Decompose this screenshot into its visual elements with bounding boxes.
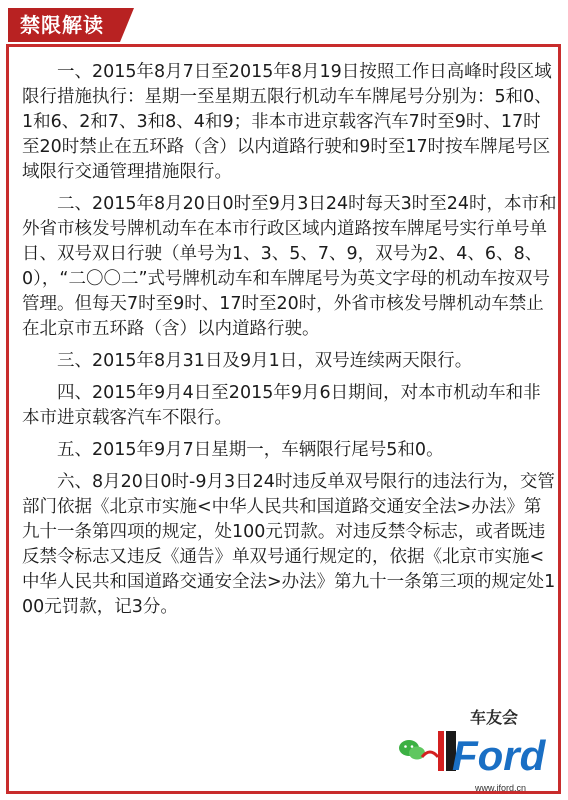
paragraph-2: 二、2015年8月20日0时至9月3日24时每天3时至24时，本市和外省市核发号牌机动车在本市行政区域内道路按车牌尾号实行单号单日、双号双日行驶（单号为1、3、5、7、9，双号为2、4、6、8、0），“二〇〇二”式号牌机动车和车牌尾号为英文字母的机动车按双号管理。但每天7时至9时、17时至20时，外省市核发号牌机动车禁止在北京市五环路（含）以内道路行驶。: [22, 194, 557, 339]
paragraph-6: 六、8月20日0时-9月3日24时违反单双号限行的违法行为，交管部门依据《北京市实施<中华人民共和国道路交通安全法>办法》第九十一条第四项的规定，处100元罚款。对违反禁令标志，或者既违反禁令标志又违反《通告》单双号通行规定的，依据《北京市实施<中华人民共和国道路交通安全法>办法》第九十一条第三项的规定处100元罚款，记3分。: [22, 472, 556, 617]
paragraph-1: 一、2015年8月7日至2015年8月19日按照工作日高峰时段区域限行措施执行：星期一至星期五限行机动车车牌尾号分别为：5和0、1和6、2和7、3和8、4和9；非本市进京载客汽车7时至9时、17时至20时禁止在五环路（含）以内道路行驶和9时至17时按车牌尾号区域限行交通管理措施限行。: [22, 62, 552, 182]
section-title: 禁限解读: [20, 13, 104, 37]
ford-logo: [418, 723, 558, 779]
paragraph-5: 五、2015年9月7日星期一，车辆限行尾号5和0。: [57, 440, 444, 460]
paragraph-3: 三、2015年8月31日及9月1日，双号连续两天限行。: [57, 351, 473, 371]
svg-text:Ford: Ford: [452, 732, 546, 779]
paragraph-4: 四、2015年9月4日至2015年9月6日期间，对本市机动车和非本市进京载客汽车不限行。: [22, 383, 541, 428]
watermark: [380, 705, 560, 795]
watermark-url: www.iford.cn: [475, 783, 527, 793]
watermark-site-name: 车友会: [470, 708, 519, 727]
article-body: [22, 60, 557, 627]
section-header-tab: [8, 8, 120, 42]
